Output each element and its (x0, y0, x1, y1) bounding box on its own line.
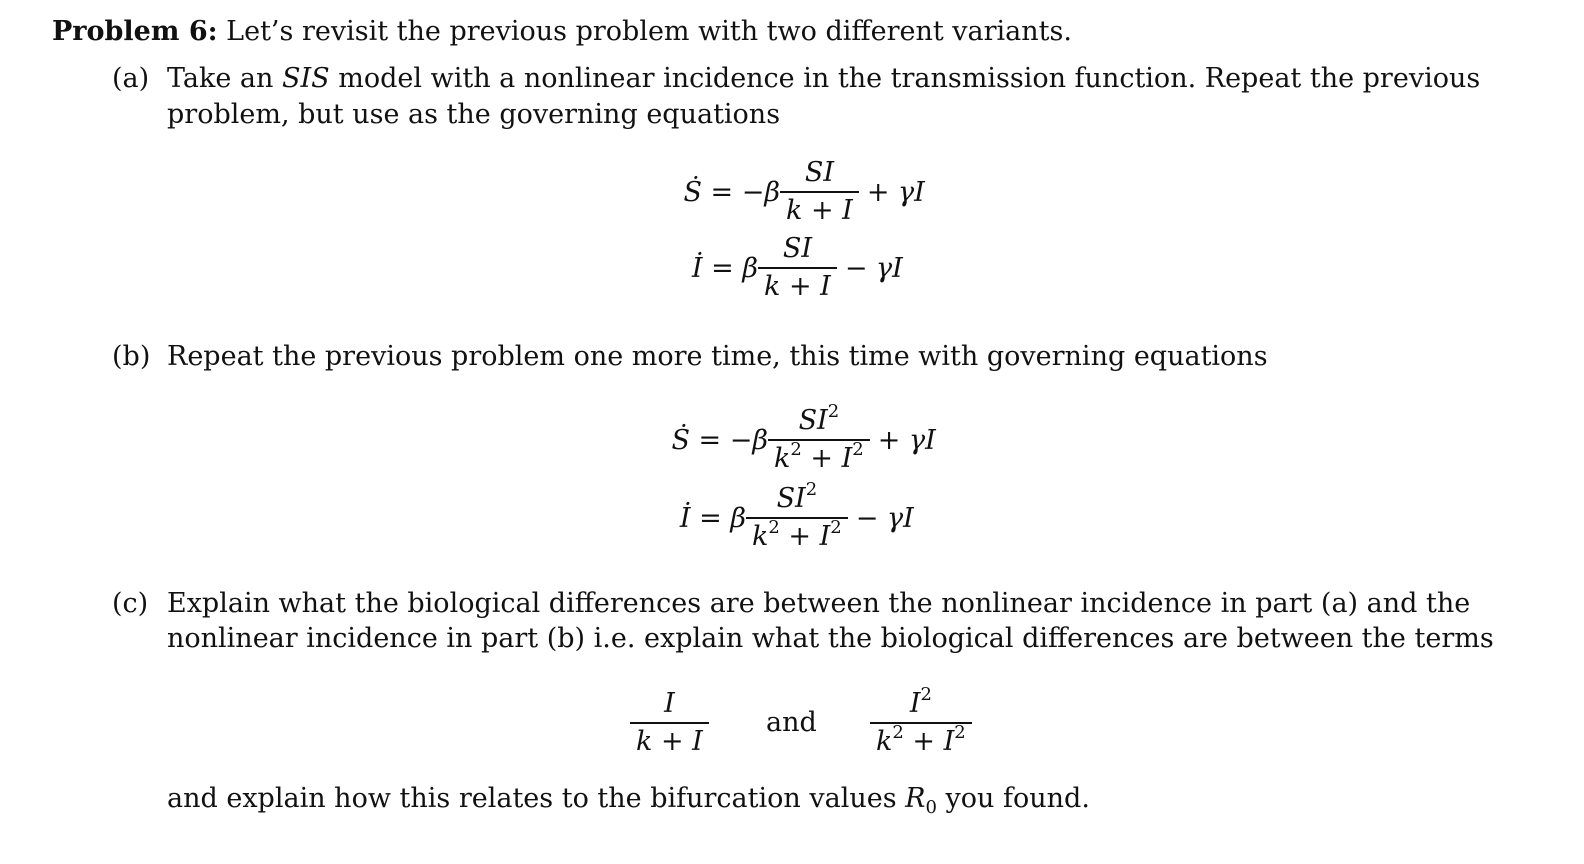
closing-text-2: you found. (945, 783, 1090, 814)
part-c-label: (c) (112, 588, 149, 619)
eq-s-tail: + γI (866, 176, 925, 208)
term-1-fraction (630, 686, 709, 760)
eq-s-lhs: Ṡ = −β (683, 176, 780, 208)
eq-s-numerator: SI (804, 157, 834, 188)
part-a-line-2: problem, but use as the governing equations (167, 99, 781, 130)
term-2-fraction (870, 686, 972, 760)
eq-b-i-tail: − γI (855, 502, 914, 534)
sis-model-term: SIS (282, 63, 330, 94)
problem-title: Problem 6: (52, 16, 218, 47)
term-2-numerator (904, 686, 938, 722)
and-word: and (766, 707, 817, 738)
part-a-text-1: Take an (167, 63, 274, 94)
closing-text-1: and explain how this relates to the bifurcation values (167, 783, 897, 814)
eq-b-s-den-plus: + I (810, 443, 853, 474)
part-a-line-1 (167, 61, 1480, 97)
eq-b-i-fraction (746, 481, 848, 555)
part-b-label: (b) (112, 341, 151, 372)
term-1-numerator: I (664, 688, 675, 719)
eq-b-s-den-k-exp: 2 (790, 439, 802, 460)
eq-b-i-num-exp: 2 (805, 479, 818, 500)
term-2-den-k: k (876, 726, 893, 757)
eq-i-lhs: İ = β (691, 252, 758, 284)
eq-b-i-den-k-exp: 2 (768, 517, 780, 538)
eq-i-numerator: SI (782, 233, 812, 264)
part-a-equation-s (640, 155, 925, 229)
eq-b-i-den-i-exp: 2 (830, 517, 842, 538)
eq-s-fraction (780, 155, 859, 229)
part-a-equation-i (640, 231, 903, 305)
r0-letter: R (905, 783, 926, 814)
part-b-equation-s (628, 403, 936, 477)
term-2-den-i-exp: 2 (954, 722, 966, 743)
part-c-closing (167, 781, 1090, 817)
eq-b-i-den-k: k (752, 521, 769, 552)
part-a-label: (a) (112, 63, 150, 94)
term-2-num-base: I (909, 688, 921, 719)
term-2-num-exp: 2 (920, 684, 932, 705)
problem-header (52, 14, 1072, 50)
eq-b-s-den-i-exp: 2 (852, 439, 864, 460)
eq-b-s-den-k: k (774, 443, 791, 474)
eq-b-s-num-base: SI (798, 405, 828, 436)
eq-b-i-denominator (746, 517, 848, 555)
eq-i-denominator: k + I (758, 267, 837, 305)
eq-b-s-tail: + γI (877, 424, 936, 456)
eq-i-tail: − γI (844, 252, 903, 284)
eq-i-fraction (758, 231, 837, 305)
eq-b-s-lhs: Ṡ = −β (671, 424, 768, 456)
eq-b-s-numerator (793, 403, 846, 439)
term-2-den-plus: + I (912, 726, 955, 757)
eq-s-denominator: k + I (780, 191, 859, 229)
part-c-term-2 (870, 686, 972, 760)
eq-b-i-num-base: SI (776, 483, 806, 514)
part-c-line-1: Explain what the biological differences are between the nonlinear incidence in part (a) and the (167, 588, 1471, 619)
r0-subscript: 0 (925, 797, 937, 818)
part-c-term-1 (630, 686, 709, 760)
problem-intro: Let’s revisit the previous problem with two different variants. (226, 16, 1072, 47)
eq-b-s-denominator (768, 439, 870, 477)
eq-b-s-fraction (768, 403, 870, 477)
term-2-denominator (870, 722, 972, 760)
term-1-denominator: k + I (630, 722, 709, 760)
eq-b-i-den-plus: + I (788, 521, 831, 552)
part-c-line-2: nonlinear incidence in part (b) i.e. explain what the biological differences are between the terms (167, 623, 1494, 654)
eq-b-i-lhs: İ = β (679, 502, 746, 534)
r0-symbol (905, 783, 937, 818)
part-b-text: Repeat the previous problem one more time, this time with governing equations (167, 341, 1268, 372)
eq-b-s-num-exp: 2 (827, 401, 840, 422)
term-2-den-k-exp: 2 (892, 722, 904, 743)
eq-b-i-numerator (771, 481, 824, 517)
part-b-equation-i (628, 481, 914, 555)
part-a-text-2: model with a nonlinear incidence in the transmission function. Repeat the previous (338, 63, 1481, 94)
